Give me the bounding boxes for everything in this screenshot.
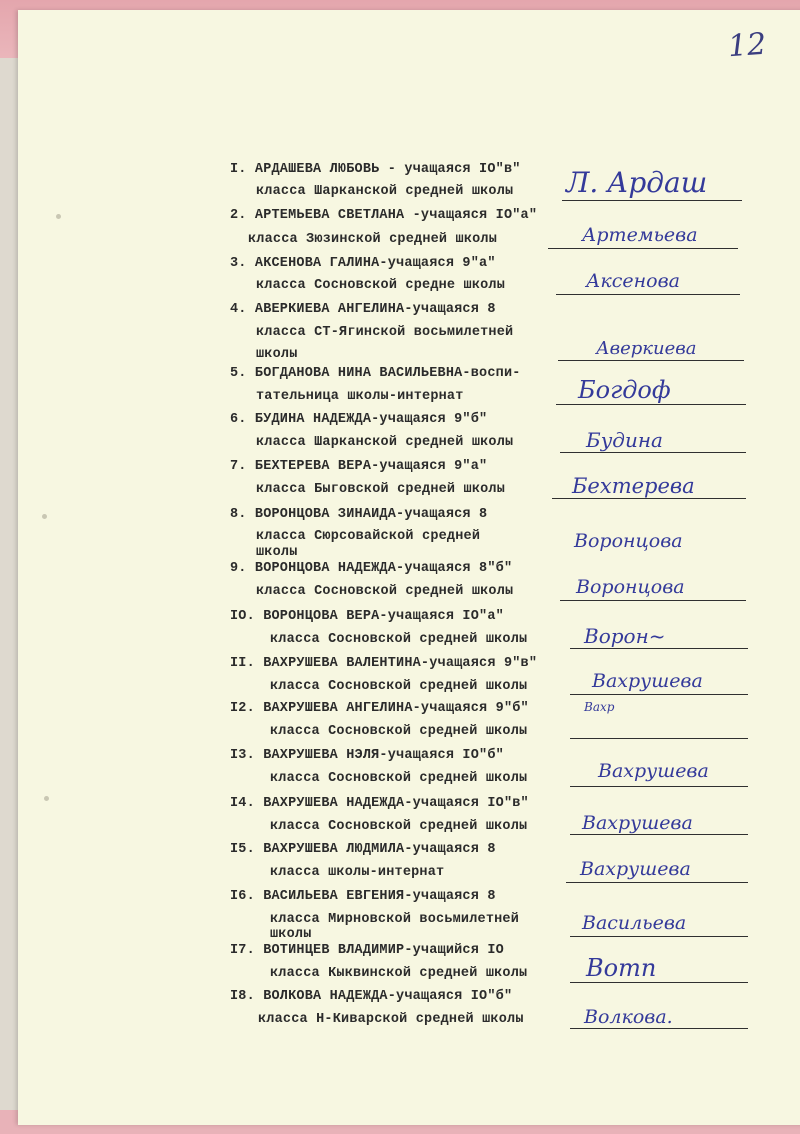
entry-line: I5. ВАХРУШЕВА ЛЮДМИЛА-учащаяся 8 (230, 842, 496, 857)
signature-line (570, 648, 748, 649)
entry-line: тательница школы-интернат (256, 389, 464, 404)
handwritten-signature: Воронцова (574, 530, 683, 552)
signature-line (570, 786, 748, 787)
handwritten-signature: Вотп (586, 954, 657, 982)
entry-line: класса Н-Киварской средней школы (258, 1012, 524, 1027)
signature-line (570, 738, 748, 739)
handwritten-signature: Аксенова (586, 270, 680, 292)
handwritten-signature: Васильева (582, 912, 687, 934)
entry-line: 5. БОГДАНОВА НИНА ВАСИЛЬЕВНА-воспи- (230, 366, 521, 381)
signature-line (560, 452, 746, 453)
entry-line: 4. АВЕРКИЕВА АНГЕЛИНА-учащаяся 8 (230, 302, 496, 317)
handwritten-signature: Богдоф (578, 376, 671, 404)
handwritten-signature: Вахрушева (580, 858, 691, 880)
handwritten-signature: Будина (586, 428, 663, 452)
page-number: 12 (726, 26, 768, 65)
entry-line: I3. ВАХРУШЕВА НЭЛЯ-учащаяся IO"б" (230, 748, 504, 763)
entry-line: класса Сосновской средней школы (270, 819, 528, 834)
entry-line: класса Шарканской средней школы (256, 435, 514, 450)
entry-line: класса школы-интернат (270, 865, 445, 880)
entry-line: I8. ВОЛКОВА НАДЕЖДА-учащаяся IO"б" (230, 989, 513, 1004)
signature-line (570, 1028, 748, 1029)
signature-line (548, 248, 738, 249)
entry-line: класса Сосновской средней школы (270, 679, 528, 694)
entry-line: I. АРДАШЕВА ЛЮБОВЬ - учащаяся IO"в" (230, 162, 521, 177)
handwritten-signature: Вахрушева (598, 760, 709, 782)
handwritten-signature: Вахрушева (582, 812, 693, 834)
entry-line: 9. ВОРОНЦОВА НАДЕЖДА-учащаяся 8"б" (230, 561, 513, 576)
entry-line: школы (270, 927, 312, 942)
handwritten-signature: Воронцова (576, 576, 685, 598)
signature-line (552, 498, 746, 499)
signature-line (556, 404, 746, 405)
signature-line (556, 294, 740, 295)
entry-line: школы (256, 545, 298, 560)
entry-line: класса СТ-Ягинской восьмилетней (256, 325, 514, 340)
entry-line: класса Сюрсовайской средней (256, 529, 481, 544)
entry-line: класса Мирновской восьмилетней (270, 912, 520, 927)
entry-line: 7. БЕХТЕРЕВА ВЕРА-учащаяся 9"а" (230, 459, 488, 474)
entry-line: класса Шарканской средней школы (256, 184, 514, 199)
entry-line: I2. ВАХРУШЕВА АНГЕЛИНА-учащаяся 9"б" (230, 701, 529, 716)
entry-line: 3. АКСЕНОВА ГАЛИНА-учащаяся 9"а" (230, 256, 496, 271)
entry-line: I7. ВОТИНЦЕВ ВЛАДИМИР-учащийся IO (230, 943, 504, 958)
entry-line: класса Зюзинской средней школы (248, 232, 498, 247)
signature-line (570, 834, 748, 835)
signature-line (570, 936, 748, 937)
entry-line: класса Сосновской средней школы (270, 632, 528, 647)
entry-line: класса Быговской средней школы (256, 482, 506, 497)
entry-line: класса Сосновской средней школы (256, 584, 514, 599)
handwritten-signature: Л. Ардаш (566, 166, 708, 199)
signature-line (560, 600, 746, 601)
entry-line: IO. ВОРОНЦОВА ВЕРА-учащаяся IO"а" (230, 609, 504, 624)
entry-line: 2. АРТЕМЬЕВА СВЕТЛАНА -учащаяся IO"а" (230, 208, 538, 223)
entry-line: класса Сосновской средней школы (270, 724, 528, 739)
signature-line (566, 882, 748, 883)
signature-line (562, 200, 742, 201)
signature-line (558, 360, 744, 361)
handwritten-signature: Артемьева (582, 224, 698, 246)
entry-line: класса Кыквинской средней школы (270, 966, 528, 981)
entry-line: I6. ВАСИЛЬЕВА ЕВГЕНИЯ-учащаяся 8 (230, 889, 496, 904)
entry-line: школы (256, 347, 298, 362)
entry-line: II. ВАХРУШЕВА ВАЛЕНТИНА-учащаяся 9"в" (230, 656, 538, 671)
entry-line: 6. БУДИНА НАДЕЖДА-учащаяся 9"б" (230, 412, 488, 427)
handwritten-signature: Волкова. (584, 1006, 673, 1028)
signature-line (570, 694, 748, 695)
handwritten-signature: Вахрушева (592, 670, 703, 692)
signature-line (570, 982, 748, 983)
handwritten-signature: Ворон~ (584, 624, 666, 648)
handwritten-signature: Бехтерева (572, 474, 695, 498)
handwritten-signature: Аверкиева (596, 338, 697, 359)
entry-line: I4. ВАХРУШЕВА НАДЕЖДА-учащаяся IO"в" (230, 796, 529, 811)
handwritten-signature: Вахр (584, 700, 615, 714)
entry-line: класса Сосновской средне школы (256, 278, 506, 293)
entry-line: класса Сосновской средней школы (270, 771, 528, 786)
entry-line: 8. ВОРОНЦОВА ЗИНАИДА-учащаяся 8 (230, 507, 488, 522)
